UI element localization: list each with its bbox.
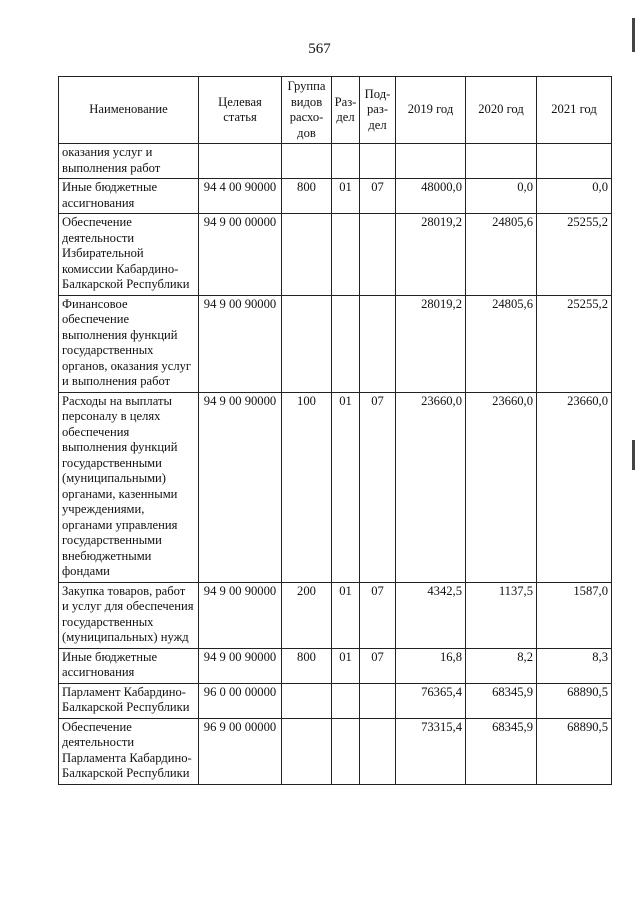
row-code: 96 9 00 00000 <box>199 718 282 784</box>
row-2021: 0,0 <box>537 179 612 214</box>
row-name: Иные бюджетные ассигнования <box>59 179 199 214</box>
row-section <box>332 214 360 296</box>
row-2020 <box>466 144 537 179</box>
header-2021: 2021 год <box>537 77 612 144</box>
page-number: 567 <box>308 41 331 57</box>
row-2020: 24805,6 <box>466 295 537 392</box>
row-subsection <box>360 683 396 718</box>
row-2020: 24805,6 <box>466 214 537 296</box>
header-group: Группа видов расхо-дов <box>282 77 332 144</box>
row-2021: 1587,0 <box>537 582 612 648</box>
header-2020: 2020 год <box>466 77 537 144</box>
row-group <box>282 214 332 296</box>
row-name: Обеспечение деятельности Парламента Кабардино-Балкарской Республики <box>59 718 199 784</box>
row-2019: 4342,5 <box>396 582 466 648</box>
header-2019: 2019 год <box>396 77 466 144</box>
row-subsection: 07 <box>360 582 396 648</box>
row-subsection <box>360 718 396 784</box>
row-section <box>332 683 360 718</box>
row-group: 800 <box>282 648 332 683</box>
row-name: Финансовое обеспечение выполнения функций государственных органов, оказания услуг и выполнения работ <box>59 295 199 392</box>
row-subsection: 07 <box>360 179 396 214</box>
row-code: 94 9 00 90000 <box>199 392 282 582</box>
row-name: оказания услуг и выполнения работ <box>59 144 199 179</box>
row-code: 96 0 00 00000 <box>199 683 282 718</box>
row-2019 <box>396 144 466 179</box>
row-2019: 28019,2 <box>396 295 466 392</box>
row-subsection <box>360 144 396 179</box>
row-2019: 23660,0 <box>396 392 466 582</box>
row-2020: 23660,0 <box>466 392 537 582</box>
row-group: 800 <box>282 179 332 214</box>
row-section: 01 <box>332 179 360 214</box>
table-row <box>59 718 612 784</box>
row-code: 94 9 00 90000 <box>199 648 282 683</box>
budget-table <box>58 76 612 785</box>
table-row <box>59 392 612 582</box>
row-2020: 8,2 <box>466 648 537 683</box>
row-2021: 23660,0 <box>537 392 612 582</box>
row-code: 94 9 00 90000 <box>199 582 282 648</box>
row-code: 94 4 00 90000 <box>199 179 282 214</box>
row-section <box>332 144 360 179</box>
table-row <box>59 179 612 214</box>
row-code: 94 9 00 90000 <box>199 295 282 392</box>
row-group <box>282 295 332 392</box>
row-subsection <box>360 295 396 392</box>
scan-edge-mark <box>632 18 635 52</box>
header-section: Раз-дел <box>332 77 360 144</box>
row-code: 94 9 00 00000 <box>199 214 282 296</box>
row-2021: 68890,5 <box>537 683 612 718</box>
row-group <box>282 144 332 179</box>
row-2021: 68890,5 <box>537 718 612 784</box>
row-subsection: 07 <box>360 392 396 582</box>
row-section: 01 <box>332 582 360 648</box>
row-2020: 0,0 <box>466 179 537 214</box>
header-code: Целевая статья <box>199 77 282 144</box>
row-2021: 25255,2 <box>537 214 612 296</box>
row-2019: 16,8 <box>396 648 466 683</box>
row-subsection <box>360 214 396 296</box>
row-group: 200 <box>282 582 332 648</box>
table-row <box>59 295 612 392</box>
row-subsection: 07 <box>360 648 396 683</box>
row-2019: 28019,2 <box>396 214 466 296</box>
row-name: Обеспечение деятельности Избирательной комиссии Кабардино-Балкарской Республики <box>59 214 199 296</box>
row-section <box>332 295 360 392</box>
scan-edge-mark <box>632 440 635 470</box>
header-name: Наименование <box>59 77 199 144</box>
row-2021: 25255,2 <box>537 295 612 392</box>
row-name: Расходы на выплаты персоналу в целях обеспечения выполнения функций государственными (муниципальными) органами, казенными учреждениями, органами управления государственными внебюджетными фондами <box>59 392 199 582</box>
row-name: Закупка товаров, работ и услуг для обеспечения государственных (муниципальных) нужд <box>59 582 199 648</box>
table-header-row <box>59 77 612 144</box>
row-section <box>332 718 360 784</box>
header-subsection: Под-раз-дел <box>360 77 396 144</box>
row-group <box>282 683 332 718</box>
row-group <box>282 718 332 784</box>
row-2019: 48000,0 <box>396 179 466 214</box>
row-2019: 73315,4 <box>396 718 466 784</box>
table-row <box>59 648 612 683</box>
row-section: 01 <box>332 648 360 683</box>
row-name: Парламент Кабардино-Балкарской Республики <box>59 683 199 718</box>
table-row <box>59 683 612 718</box>
row-section: 01 <box>332 392 360 582</box>
row-code <box>199 144 282 179</box>
row-2020: 1137,5 <box>466 582 537 648</box>
row-name: Иные бюджетные ассигнования <box>59 648 199 683</box>
row-2019: 76365,4 <box>396 683 466 718</box>
row-2020: 68345,9 <box>466 718 537 784</box>
row-group: 100 <box>282 392 332 582</box>
table-row <box>59 214 612 296</box>
table-row <box>59 582 612 648</box>
row-2020: 68345,9 <box>466 683 537 718</box>
row-2021 <box>537 144 612 179</box>
row-2021: 8,3 <box>537 648 612 683</box>
table-row <box>59 144 612 179</box>
